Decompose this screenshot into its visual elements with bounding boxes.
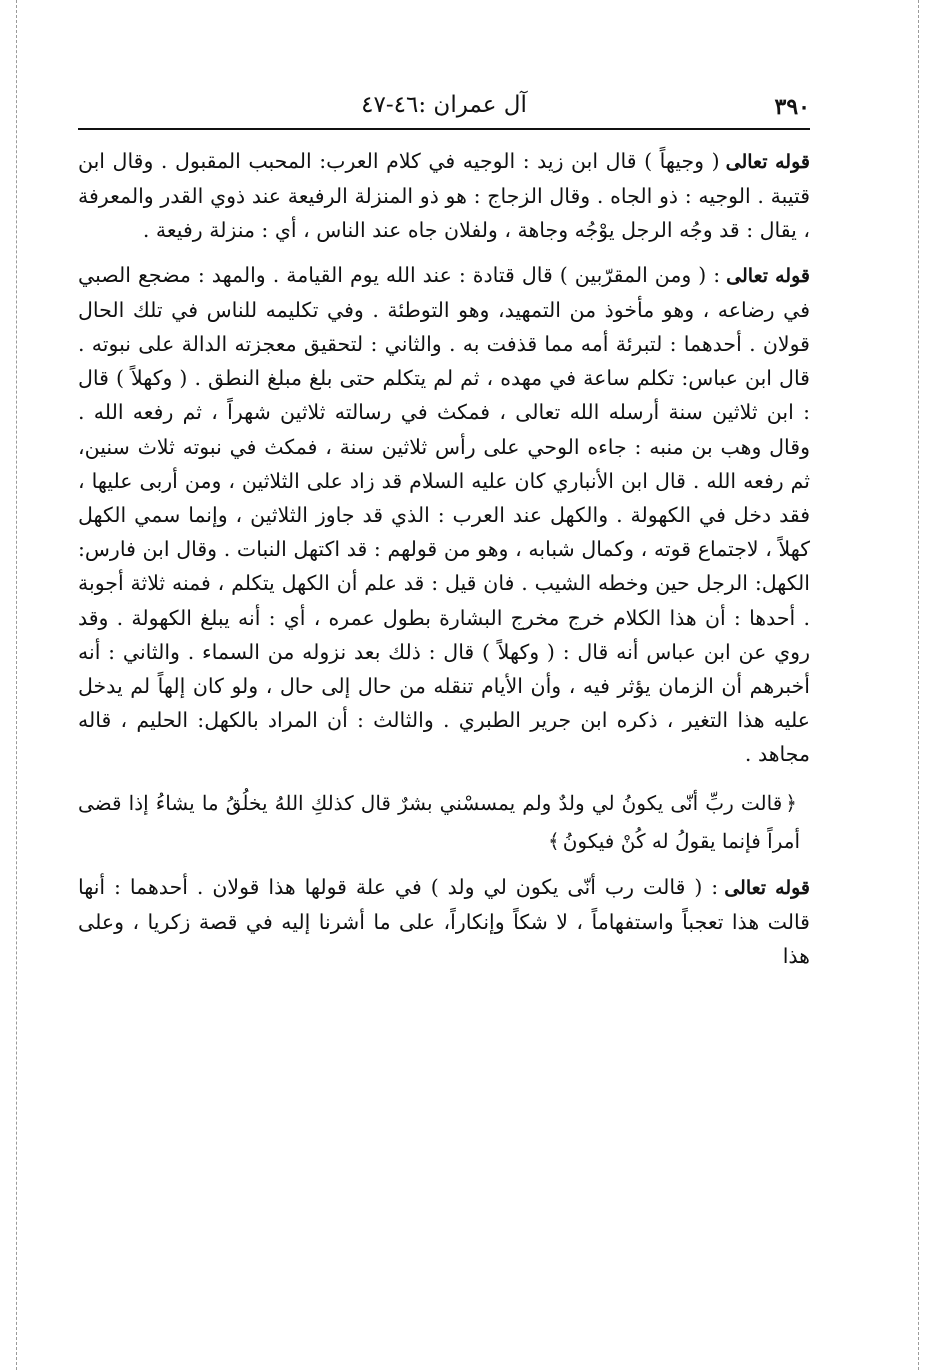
verse-text: قالت ربِّ أنّى يكونُ لي ولدٌ ولم يمسسْني بشرٌ قال كذلكِ اللهُ يخلُقُ ما يشاءُ إذا قضى أمراً فإنما يقولُ له كُنْ فيكونُ	[78, 790, 800, 853]
paragraph-lead: قوله تعالى	[726, 264, 810, 287]
paragraph-final	[78, 870, 810, 974]
page-edge-left	[16, 0, 17, 1370]
page-edge-right	[918, 0, 919, 1370]
quran-verse	[78, 784, 810, 860]
page-number: ٣٩٠	[774, 94, 810, 120]
header-rule	[78, 128, 810, 130]
verse-close-mark: ﴾	[547, 828, 560, 853]
paragraph-text: : ( قالت رب أنّى يكون لي ولد ) في علة قولها هذا قولان . أحدهما : أنها قالت هذا تعجباً واستفهاماً ، لا شكاً وإنكاراً، على ما أشرنا إليه في قصة زكريا ، وعلى هذا	[78, 874, 810, 969]
paragraph-lead: قوله تعالى	[725, 151, 810, 173]
paragraph-text: ( وجيهاً ) قال ابن زيد : الوجيه في كلام العرب: المحبب المقبول . وقال ابن قتيبة . الوجيه : ذو الجاه . وقال الزجاج : هو ذو المنزلة الرفيعة عند ذوي القدر والمعرفة ، يقال : قد وجُه الرجل يوْجُه وجاهة ، ولفلان جاه عند الناس ، أي : منزلة رفيعة .	[78, 149, 810, 243]
book-page	[78, 90, 810, 973]
paragraph-wajih	[78, 144, 810, 248]
page-header	[78, 90, 810, 126]
paragraph-text: : ( ومن المقرّبين ) قال قتادة : عند الله يوم القيامة . والمهد : مضجع الصبي في رضاعه ، وهو مأخوذ من التمهيد، وهو التوطئة . وفي تكليمه للناس في تلك الحال قولان . أحدهما : لتبرئة أمه مما قذفت به . والثاني : لتحقيق معجزته الدالة على نبوته . قال ابن عباس: تكلم ساعة في مهده ، ثم لم يتكلم حتى بلغ مبلغ النطق . ( وكهلاً ) قال : ابن ثلاثين سنة أرسله الله تعالى ، فمكث في رسالته ثلاثين شهراً ، ثم رفعه الله . وقال وهب بن منبه : جاءه الوحي على رأس ثلاثين سنة ، فمكث في نبوته ثلاث سنين، ثم رفعه الله . قال ابن الأنباري كان عليه السلام قد زاد على الثلاثين ، ومن أربى عليها ، فقد دخل في الكهولة . والكهل عند العرب : الذي قد جاوز الثلاثين ، وإنما سمي الكهل كهلاً ، لاجتماع قوته ، وكمال شبابه ، وهو من قولهم : قد اكتهل النبات . وقال ابن فارس: الكهل: الرجل حين وخطه الشيب . فان قيل : قد علم أن الكهل يتكلم ، فمنه ثلاثة أجوبة . أحدها : أن هذا الكلام خرج مخرج البشارة بطول عمره ، أي : أنه يبلغ الكهولة . وقد روي عن ابن عباس أنه قال : ( وكهلاً ) قال : ذلك بعد نزوله من السماء . والثاني : أنه أخبرهم أن الزمان يؤثر فيه ، وأن الأيام تنقله من حال إلى حال ، ولو كان إلهاً لم يدخل عليه هذا التغير ، ذكره ابن جرير الطبري . والثالث : أن المراد بالكهل: الحليم ، قاله مجاهد .	[78, 262, 810, 767]
running-title: آل عمران :٤٦-٤٧	[361, 92, 527, 118]
verse-open-mark: ﴿	[785, 790, 797, 815]
paragraph-muqarrabin	[78, 258, 810, 772]
paragraph-lead: قوله تعالى	[724, 876, 811, 899]
